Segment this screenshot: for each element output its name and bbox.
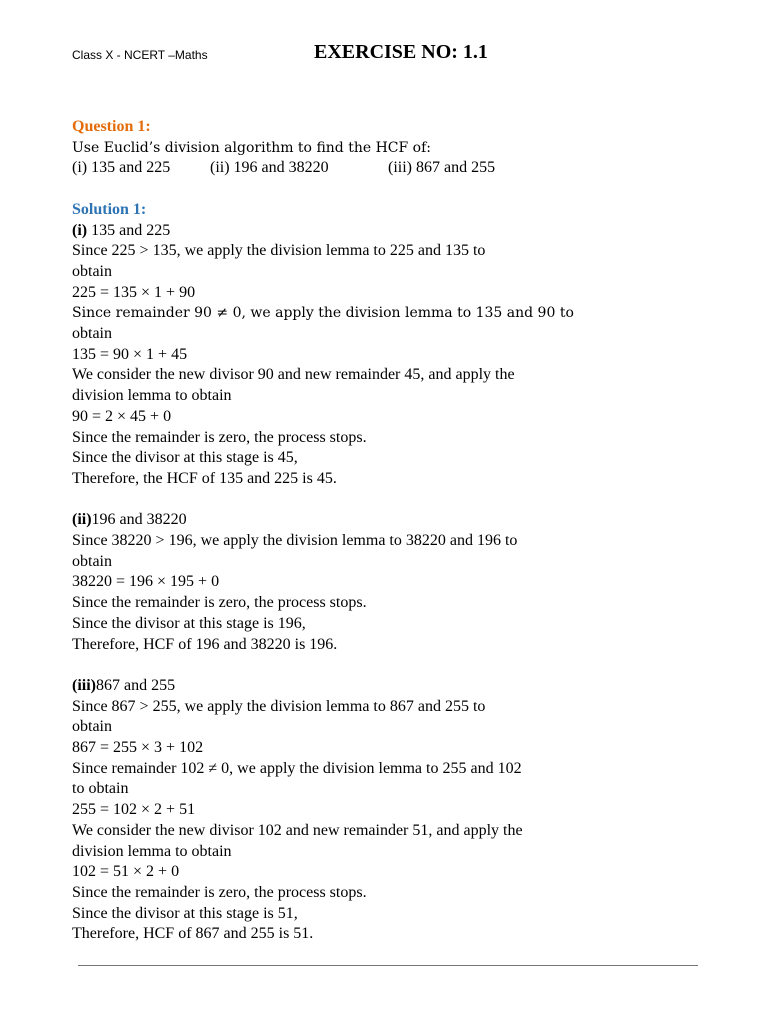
part-title: 196 and 38220 — [91, 511, 187, 529]
solution-line: obtain — [72, 262, 112, 280]
spacer — [72, 179, 702, 200]
spacer — [72, 490, 702, 511]
solution-line: We consider the new divisor 102 and new remainder 51, and apply the — [72, 821, 523, 839]
solution-line: Since remainder 102 ≠ 0, we apply the division lemma to 255 and 102 — [72, 759, 522, 777]
question-heading: Question 1: — [72, 118, 151, 135]
question-option-3: (iii) 867 and 255 — [388, 159, 496, 177]
part-title: 135 and 225 — [87, 221, 171, 239]
solution-equation: 102 = 51 × 2 + 0 — [72, 863, 180, 881]
part-label: (i) — [72, 221, 88, 239]
solution-line: division lemma to obtain — [72, 842, 232, 860]
solution-line: Since the remainder is zero, the process stops. — [72, 883, 367, 901]
solution-equation: 135 = 90 × 1 + 45 — [72, 345, 188, 363]
solution-conclusion: Therefore, HCF of 196 and 38220 is 196. — [72, 635, 338, 653]
solution-line: division lemma to obtain — [72, 387, 232, 405]
header-subject: Class X - NCERT –Maths — [72, 48, 208, 62]
solution-line: Since the divisor at this stage is 45, — [72, 449, 298, 467]
solution-equation: 90 = 2 × 45 + 0 — [72, 407, 172, 425]
solution-line: Since the divisor at this stage is 51, — [72, 904, 298, 922]
solution-line: We consider the new divisor 90 and new remainder 45, and apply the — [72, 366, 515, 384]
solution-line: Since 38220 > 196, we apply the division lemma to 38220 and 196 to — [72, 532, 518, 550]
solution-line: Since the remainder is zero, the process stops. — [72, 594, 367, 612]
part-label: (iii) — [72, 676, 96, 694]
solution-equation: 38220 = 196 × 195 + 0 — [72, 573, 220, 591]
solution-line: obtain — [72, 552, 112, 570]
solution-line: Since remainder 90 ≠ 0, we apply the division lemma to 135 and 90 to — [72, 305, 574, 322]
solution-part-1-heading — [72, 221, 702, 242]
solution-equation: 867 = 255 × 3 + 102 — [72, 739, 204, 757]
solution-line: Since 867 > 255, we apply the division lemma to 867 and 255 to — [72, 697, 486, 715]
solution-equation: 255 = 102 × 2 + 51 — [72, 801, 196, 819]
solution-line: Since the divisor at this stage is 196, — [72, 614, 306, 632]
solution-line: Since 225 > 135, we apply the division lemma to 225 and 135 to — [72, 242, 486, 260]
spacer — [72, 655, 702, 676]
solution-line: Since the remainder is zero, the process stops. — [72, 428, 367, 446]
solution-heading: Solution 1: — [72, 200, 147, 218]
solution-line: to obtain — [72, 780, 129, 798]
solution-conclusion: Therefore, the HCF of 135 and 225 is 45. — [72, 469, 337, 487]
exercise-title: EXERCISE NO: 1.1 — [314, 41, 488, 63]
part-label: (ii) — [72, 511, 92, 529]
solution-equation: 225 = 135 × 1 + 90 — [72, 283, 196, 301]
part-title: 867 and 255 — [96, 676, 176, 694]
question-option-1: (i) 135 and 225 — [72, 159, 171, 177]
question-prompt: Use Euclid’s division algorithm to find the HCF of: — [72, 139, 431, 156]
question-options — [72, 158, 702, 179]
solution-part-3-heading — [72, 676, 702, 697]
solution-part-2-heading — [72, 510, 702, 531]
solution-conclusion: Therefore, HCF of 867 and 255 is 51. — [72, 925, 314, 943]
solution-line: obtain — [72, 325, 112, 343]
document-body — [72, 117, 702, 945]
solution-line: obtain — [72, 718, 112, 736]
footer-divider — [78, 965, 698, 966]
question-option-2: (ii) 196 and 38220 — [210, 159, 329, 177]
